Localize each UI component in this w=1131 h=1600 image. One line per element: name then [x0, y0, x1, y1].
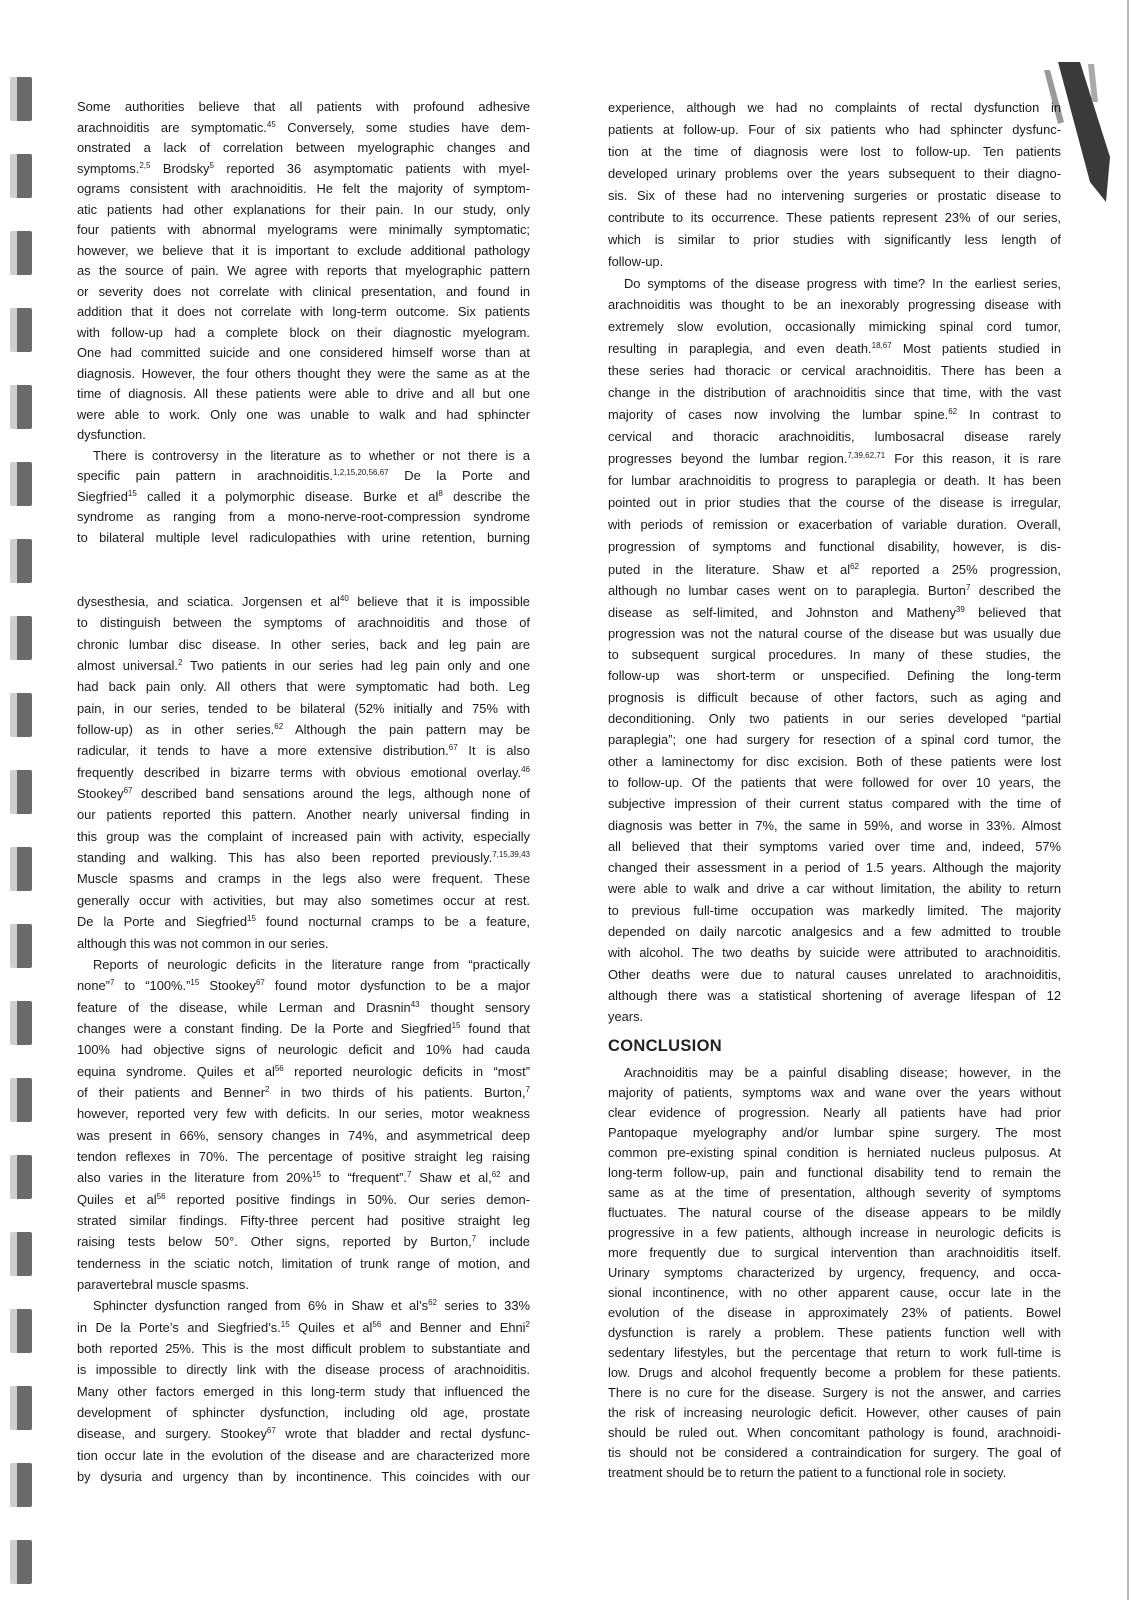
citation-superscript: 56: [372, 1319, 382, 1329]
text-line: follow-up.: [608, 253, 664, 269]
text-line: clear evidence of progression. Nearly all patients have had prior: [608, 1105, 1061, 1120]
text-line: progresses beyond the lumbar region.$^{7,39,62,71}$ For this reason, it is rare: [608, 451, 1061, 466]
text-line: by dysuria and urgency than by incontinence. This coincides with our: [77, 1469, 530, 1485]
text-line: to follow-up. Of the patients that were followed for over 10 years, the: [608, 774, 1061, 790]
binding-hole-mark: [10, 1001, 32, 1045]
binding-hole-mark: [10, 770, 32, 814]
text-line: follow-up) as in other series.$^{62}$ Although the pain pattern may be: [77, 722, 531, 738]
left-column-block-2: [77, 591, 530, 1487]
text-line: more frequently due to surgical intervention than arachnoiditis itself.: [608, 1245, 1061, 1260]
citation-superscript: 15: [127, 488, 137, 498]
text-line: with alcohol. The two deaths by suicide were attributed to arachnoiditis.: [608, 945, 1061, 961]
citation-superscript: 15: [312, 1170, 321, 1180]
text-line: in De la Porte’s and Siegfried’s.$^{15}$ Quiles et $al^{56}$ and Benner and Ehni$^2$: [77, 1319, 530, 1335]
text-line: Do symptoms of the disease progress with time? In the earliest series,: [624, 275, 1061, 291]
text-line: this group was the complaint of increased pain with activity, especially: [77, 828, 530, 844]
text-line: with periods of remission or exacerbation of variable duration. Overall,: [608, 516, 1061, 532]
citation-superscript: 18,67: [871, 341, 892, 351]
text-line: There is controversy in the literature as to whether or not there is a: [93, 447, 530, 463]
scan-page-edge: [1127, 0, 1129, 1600]
text-line: four patients with abnormal myelograms were minimally symptomatic;: [77, 222, 530, 237]
text-line: majority of cases now involving the lumbar spine.$^{62}$ In contrast to: [608, 407, 1061, 423]
citation-superscript: 2: [177, 658, 183, 668]
citation-superscript: 7: [525, 1084, 530, 1094]
text-line: syndrome as ranging from a mono-nerve-root-compression syndrome: [77, 509, 530, 524]
text-line: tendon reflexes in 70%. The percentage of positive straight leg raising: [77, 1148, 530, 1164]
text-line: tenderness in the sciatic notch, limitation of trunk range of motion, and: [77, 1255, 530, 1271]
binding-hole-mark: [10, 1232, 32, 1276]
text-line: subjective impression of their current status compared with the time of: [608, 796, 1061, 812]
citation-superscript: 7,39,62,71: [847, 451, 886, 460]
text-line: to subsequent surgical procedures. In many of these studies, the: [608, 647, 1061, 663]
binding-hole-mark: [10, 924, 32, 968]
text-line: sedentary lifestyles, but the percentage that return to work full-time is: [608, 1345, 1061, 1360]
citation-superscript: 15: [190, 978, 200, 988]
text-line: prognosis is difficult because of other factors, such as aging and: [608, 689, 1061, 705]
text-line: There is no cure for the disease. Surgery is not the answer, and carries: [608, 1385, 1061, 1400]
text-line: Pantopaque myelography and/or lumbar spine surgery. The most: [608, 1125, 1061, 1140]
text-line: De la Porte and Siegfried$^{15}$ found nocturnal cramps to be a feature,: [77, 914, 530, 930]
text-line: the risk of increasing neurologic deficit. However, other causes of pain: [608, 1405, 1061, 1420]
citation-superscript: 15: [451, 1020, 461, 1030]
binding-hole-mark: [10, 1309, 32, 1353]
binding-hole-mark: [10, 616, 32, 660]
text-line: pain, in our series, tended to be bilateral (52% initially and 75% with: [77, 700, 530, 716]
text-line: onstrated a lack of correlation between myelographic changes and: [77, 140, 530, 155]
citation-superscript: 1,2,15,20,56,67: [333, 468, 389, 477]
text-line: or severity does not correlate with clinical presentation, and found in: [77, 283, 530, 299]
citation-superscript: 2: [265, 1084, 270, 1094]
text-line: ograms consistent with arachnoiditis. He felt the majority of symptom-: [77, 181, 530, 196]
conclusion-heading: CONCLUSION: [608, 1037, 722, 1055]
citation-superscript: 67: [255, 978, 265, 988]
binding-hole-mark: [10, 154, 32, 198]
text-line: low. Drugs and alcohol frequently become a problem for these patients.: [608, 1365, 1061, 1380]
text-line: majority of patients, symptoms wax and wane over the years without: [608, 1085, 1061, 1100]
text-line: change in the distribution of arachnoiditis since that time, with the vast: [608, 385, 1061, 401]
citation-superscript: 62: [948, 407, 958, 417]
text-line: feature of the disease, while Lerman and Drasnin$^{43}$ thought sensory: [77, 999, 530, 1015]
right-column-block-2: [608, 559, 1061, 1028]
binding-hole-mark: [10, 462, 32, 506]
binding-hole-mark: [10, 539, 32, 583]
citation-superscript: 7: [471, 1234, 477, 1244]
citation-superscript: 7,15,39,43: [492, 850, 530, 860]
text-line: Stookey$^{67}$ described band sensations around the legs, although none of: [77, 786, 530, 802]
text-line: resulting in paraplegia, and even death.$^{18,67}$ Most patients studied in: [608, 341, 1061, 357]
text-line: addition that it does not correlate with long-term outcome. Six patients: [77, 304, 530, 319]
text-line: other a laminectomy for disc excision. Both of these patients were lost: [608, 753, 1061, 769]
text-line: Siegfried$^{15}$ called it a polymorphic disease. Burke et $al^8$ describe the: [77, 488, 530, 504]
citation-superscript: 15: [247, 914, 256, 924]
citation-superscript: 62: [274, 722, 284, 732]
text-line: contribute to its occurrence. These patients represent 23% of our series,: [608, 209, 1061, 225]
citation-superscript: 7: [109, 978, 115, 988]
text-line: progressive in a few patients, although increase in neurologic deficits is: [608, 1225, 1061, 1240]
left-column-block-1: [77, 97, 530, 548]
text-line: Urinary symptoms characterized by urgency, frequency, and occa-: [608, 1265, 1061, 1280]
text-line: to previous full-time occupation was markedly limited. The majority: [608, 902, 1061, 918]
right-column-block-1: [608, 97, 1061, 558]
text-line: time of diagnosis. All these patients were able to drive and all but one: [77, 386, 530, 401]
text-line: diagnosis was better in 7%, the same in 59%, and worse in 33%. Almost: [608, 817, 1061, 833]
text-line: experience, although we had no complaints of rectal dysfunction in: [608, 100, 1061, 115]
text-line: disease, and surgery. Stookey$^{67}$ wrote that bladder and rectal dysfunc-: [77, 1426, 531, 1442]
text-line: Quiles et $al^{56}$ reported positive findings in 50%. Our series demon-: [77, 1191, 530, 1207]
text-line: chronic lumbar disc disease. In other series, back and leg pain are: [77, 636, 530, 652]
text-line: standing and walking. This has also been reported previously.$^{7,15,39,43}$: [77, 850, 530, 866]
text-line: development of sphincter dysfunction, including old age, prostate: [77, 1405, 530, 1421]
citation-superscript: 56: [274, 1063, 284, 1073]
text-line: although there was a statistical shortening of average lifespan of 12: [608, 987, 1061, 1003]
binding-hole-mark: [10, 693, 32, 737]
citation-superscript: 46: [521, 764, 530, 774]
text-line: atic patients had other explanations for their pain. In our study, only: [77, 201, 530, 217]
text-line: was present in 66%, sensory changes in 74%, and asymmetrical deep: [77, 1127, 530, 1143]
text-line: were able to work. Only one was unable to walk and had sphincter: [77, 406, 530, 422]
text-line: none”$^7$ to “100%.”$^{15}$ Stookey$^{67}$ found motor dysfunction to be a major: [77, 978, 530, 994]
text-line: deconditioning. Only two patients in our series developed “partial: [608, 711, 1061, 727]
text-line: pointed out in prior studies that the course of the disease is irregular,: [608, 494, 1061, 510]
binding-hole-mark: [10, 1078, 32, 1122]
text-line: progression was not the natural course of the disease but was usually due: [608, 625, 1061, 641]
text-line: fluctuates. The natural course of the disease appears to be mildly: [608, 1205, 1061, 1220]
text-line: Sphincter dysfunction ranged from 6% in Shaw et $al’s^{62}$ series to 33%: [93, 1298, 530, 1314]
citation-superscript: 62: [428, 1298, 438, 1308]
text-line: disease as self-limited, and Johnston and Matheny$^{39}$ believed that: [608, 604, 1061, 620]
text-line: developed urinary problems over the years subsequent to their diagno-: [608, 165, 1061, 181]
text-line: diagnosis. However, the four others thought they were the same as at the: [77, 365, 530, 381]
binding-hole-mark: [10, 1540, 32, 1584]
text-line: had back pain only. All others that were symptomatic had both. Leg: [77, 679, 530, 695]
text-line: strated similar findings. Fifty-three percent had positive straight leg: [77, 1212, 530, 1228]
text-line: tion occur late in the evolution of the disease and are characterized more: [77, 1447, 530, 1463]
citation-superscript: 2: [525, 1319, 530, 1329]
text-line: long-term follow-up, pain and functional disability tend to remain the: [608, 1165, 1061, 1180]
text-line: almost universal.$^2$ Two patients in our series had leg pain only and one: [77, 658, 531, 674]
binding-hole-mark: [10, 1463, 32, 1507]
text-line: Many other factors emerged in this long-term study that influenced the: [77, 1383, 530, 1399]
text-line: extremely slow evolution, occasionally mimicking spinal cord tumor,: [608, 319, 1061, 335]
binding-hole-mark: [10, 77, 32, 121]
citation-superscript: 39: [955, 604, 965, 614]
citation-superscript: 56: [156, 1191, 166, 1201]
text-line: sis. Six of these had no intervening surgeries or prostatic disease to: [608, 187, 1061, 203]
citation-superscript: 7: [965, 583, 971, 593]
text-line: evolution of the disease in approximately 23% of patients. Bowel: [608, 1305, 1061, 1320]
text-line: however, we believe that it is important to exclude additional pathology: [77, 242, 530, 258]
text-line: cervical and thoracic arachnoiditis, lumbosacral disease rarely: [608, 429, 1061, 445]
binding-hole-mark: [10, 847, 32, 891]
text-line: dysesthesia, and sciatica. Jorgensen et $al^{40}$ believe that it is impossible: [77, 594, 530, 609]
text-line: symptoms.$^{2,5}$ Brodsky$^5$ reported 36 asymptomatic patients with myel-: [77, 160, 531, 176]
text-line: tion at the time of diagnosis were lost to follow-up. Ten patients: [608, 143, 1061, 159]
text-line: paravertebral muscle spasms.: [77, 1277, 249, 1292]
text-line: Muscle spasms and cramps in the legs also were frequent. These: [77, 871, 530, 887]
binding-hole-mark: [10, 231, 32, 275]
citation-superscript: 5: [209, 160, 214, 170]
binding-hole-mark: [10, 1155, 32, 1199]
text-line: which is similar to prior studies with significantly less length of: [608, 231, 1061, 247]
text-line: tis should not be considered a contraindication for surgery. The goal of: [608, 1445, 1061, 1460]
citation-superscript: 62: [850, 562, 859, 571]
text-line: Some authorities believe that all patients with profound adhesive: [77, 99, 530, 114]
text-line: raising tests below 50°. Other signs, reported by Burton,$^7$ include: [77, 1234, 530, 1250]
text-line: generally occur with activities, but may also sometimes occur at rest.: [77, 892, 530, 908]
text-line: patients at follow-up. Four of six patients who had sphincter dysfunc-: [608, 121, 1061, 137]
citation-superscript: 62: [491, 1170, 501, 1180]
text-line: dysfunction.: [77, 427, 146, 442]
citation-superscript: 67: [266, 1426, 276, 1436]
citation-superscript: 7: [406, 1170, 412, 1180]
text-line: to bilateral multiple level radiculopathies with urine retention, burning: [77, 529, 530, 545]
text-line: all believed that their symptoms varied over time and, indeed, 57%: [608, 838, 1061, 854]
citation-superscript: 67: [448, 743, 458, 753]
text-line: same as at the time of presentation, although severity of symptoms: [608, 1185, 1061, 1200]
binding-hole-mark: [10, 1386, 32, 1430]
text-line: should be ruled out. When concomitant pathology is found, arachnoidi-: [608, 1425, 1061, 1440]
text-line: progression of symptoms and functional disability, however, is dis-: [608, 538, 1061, 554]
text-line: of their patients and Benner$^2$ in two thirds of his patients. Burton,$^7$: [77, 1084, 530, 1100]
text-line: years.: [608, 1009, 644, 1025]
citation-superscript: 15: [280, 1319, 290, 1329]
text-line: equina syndrome. Quiles et $al^{56}$ reported neurologic deficits in “most”: [77, 1063, 530, 1079]
text-line: however, reported very few with deficits. In our series, motor weakness: [77, 1106, 530, 1122]
text-line: 100% had objective signs of neurologic deficit and 10% had cauda: [77, 1042, 530, 1058]
text-line: treatment should be to return the patient to a functional role in society.: [608, 1465, 1007, 1480]
text-line: depended on daily narcotic analgesics and a few admitted to trouble: [608, 924, 1061, 940]
binding-hole-mark: [10, 385, 32, 429]
text-line: changes were a constant finding. De la Porte and Siegfried$^{15}$ found that: [77, 1020, 530, 1036]
text-line: common pre-existing spinal condition is herniated nucleus pulposus. At: [608, 1145, 1061, 1160]
conclusion-body: [608, 1063, 1061, 1483]
text-line: sional incontinence, with no other apparent cause, occur late in the: [608, 1285, 1061, 1300]
text-line: frequently described in bizarre terms with obvious emotional overlay.$^{46}$: [77, 764, 530, 780]
text-line: Reports of neurologic deficits in the literature range from “practically: [93, 956, 530, 972]
text-line: these series had thoracic or cervical arachnoiditis. There has been a: [608, 363, 1061, 379]
text-line: although this was not common in our series.: [77, 935, 329, 951]
text-line: our patients reported this pattern. Another nearly universal finding in: [77, 807, 530, 823]
text-line: dysfunction is rarely a problem. These patients function well with: [608, 1325, 1061, 1340]
binding-hole-mark: [10, 308, 32, 352]
citation-superscript: 45: [266, 119, 276, 129]
citation-superscript: 43: [410, 999, 420, 1009]
text-line: changed their assessment in a period of 1.5 years. Although the majority: [608, 860, 1061, 876]
text-line: is impossible to directly link with the disease process of arachnoiditis.: [77, 1362, 530, 1378]
text-line: arachnoiditis was thought to be an inexorably progressing disease with: [608, 297, 1061, 313]
text-line: arachnoiditis are symptomatic.$^{45}$ Conversely, some studies have dem-: [77, 119, 531, 135]
text-line: as the source of pain. We agree with reports that myelographic pattern: [77, 263, 530, 278]
text-line: Arachnoiditis may be a painful disabling disease; however, in the: [624, 1065, 1061, 1080]
text-line: both reported 25%. This is the most difficult problem to substantiate and: [77, 1341, 530, 1357]
citation-superscript: 40: [339, 594, 349, 603]
citation-superscript: 67: [123, 786, 133, 796]
text-line: Other deaths were due to natural causes unrelated to arachnoiditis,: [608, 966, 1061, 982]
text-line: were able to walk and drive a car without limitation, the ability to return: [608, 881, 1061, 897]
text-line: to distinguish between the symptoms of arachnoiditis and those of: [77, 615, 530, 631]
text-line: for lumbar arachnoiditis to progress to paraplegia or death. It has been: [608, 472, 1061, 488]
text-line: One had committed suicide and one considered himself worse than at: [77, 345, 530, 360]
text-line: with follow-up had a complete block on their diagnostic myelogram.: [77, 324, 530, 340]
text-line: radicular, it tends to have a more extensive distribution.$^{67}$ It is also: [77, 743, 530, 759]
citation-superscript: 8: [438, 488, 443, 498]
text-line: also varies in the literature from 20%$^{15}$ to “frequent”.$^7$ Shaw et al,$^{62}$ and: [77, 1170, 530, 1186]
text-line: specific pain pattern in arachnoiditis.$^{1,2,15,20,56,67}$ De la Porte and: [77, 468, 530, 483]
text-line: although no lumbar cases went on to paraplegia. Burton$^7$ described the: [608, 583, 1061, 599]
text-line: paraplegia”; one had surgery for resection of a spinal cord tumor, the: [608, 732, 1061, 748]
citation-superscript: 2,5: [139, 160, 151, 170]
text-line: follow-up was short-term or unspecified. Defining the long-term: [608, 668, 1061, 684]
text-line: puted in the literature. Shaw et $al^{62}$ reported a 25% progression,: [608, 562, 1061, 577]
